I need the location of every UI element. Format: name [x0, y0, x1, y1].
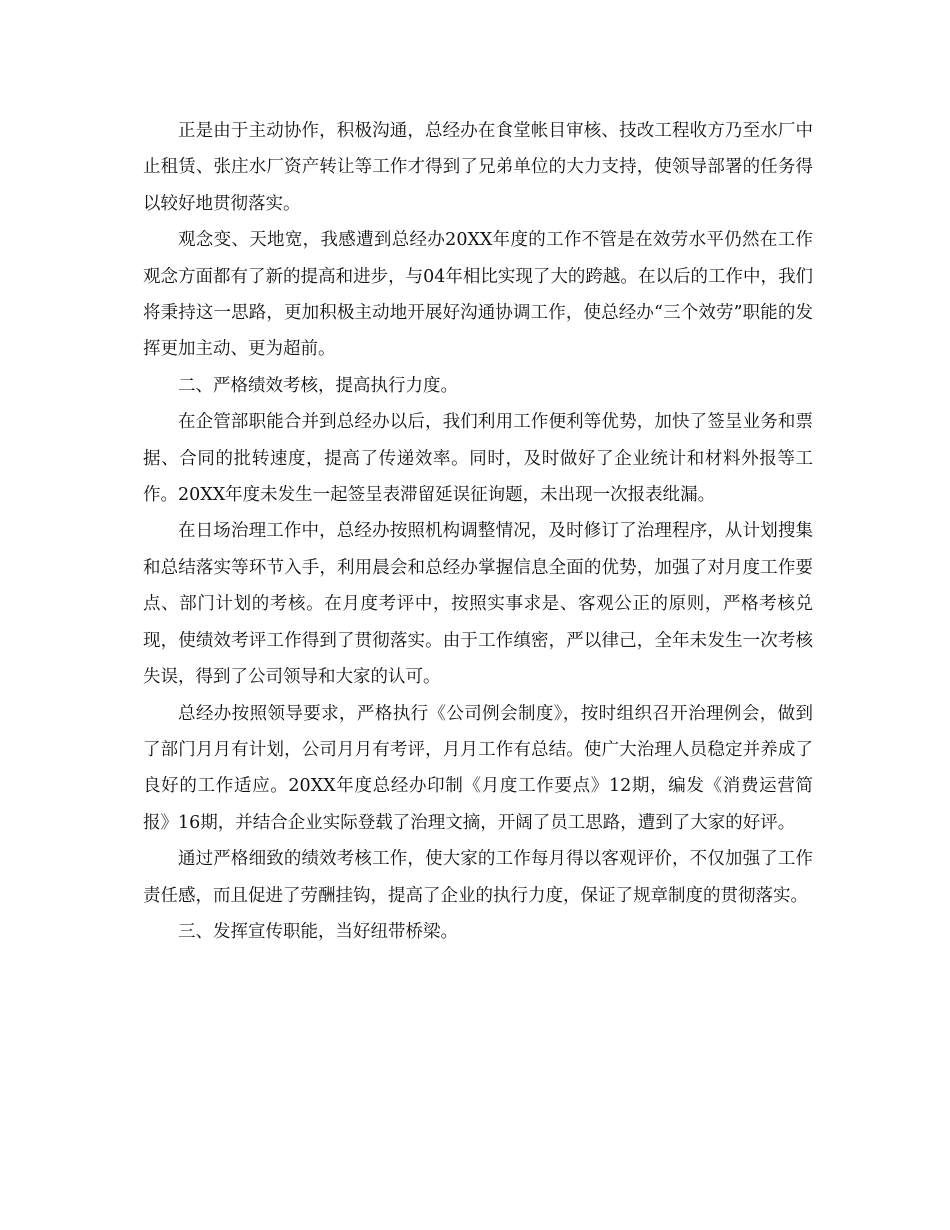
section-heading: 二、严格绩效考核，提高执行力度。: [178, 375, 458, 396]
paragraph: 通过严格细致的绩效考核工作，使大家的工作每月得以客观评价，不仅加强了工作责任感，而且促进了劳酬挂钩，提高了企业的执行力度，保证了规章制度的贯彻落实。: [143, 849, 813, 906]
document-body: [143, 113, 813, 950]
paragraph: 在日场治理工作中，总经办按照机构调整情况，及时修订了治理程序，从计划搜集和总结落实等环节入手，利用晨会和总经办掌握信息全面的优势，加强了对月度工作要点、部门计划的考核。在月度考评中，按照实事求是、客观公正的原则，严格考核兑现，使绩效考评工作得到了贯彻落实。由于工作缜密，严以律己，全年未发生一次考核失误，得到了公司领导和大家的认可。: [143, 521, 813, 688]
section-heading: 三、发挥宣传职能，当好纽带桥梁。: [178, 921, 458, 942]
paragraph: 总经办按照领导要求，严格执行《公司例会制度》，按时组织召开治理例会，做到了部门月月有计划，公司月月有考评，月月工作有总结。使广大治理人员稳定并养成了良好的工作适应。20XX年度总经办印制《月度工作要点》12期，编发《消费运营简报》16期，并结合企业实际登载了治理文摘，开阔了员工思路，遭到了大家的好评。: [143, 703, 813, 833]
paragraph: 观念变、天地宽，我感遭到总经办20XX年度的工作不管是在效劳水平仍然在工作观念方面都有了新的提高和进步，与04年相比实现了大的跨越。在以后的工作中，我们将秉持这一思路，更加积极主动地开展好沟通协调工作，使总经办“三个效劳”职能的发挥更加主动、更为超前。: [143, 230, 813, 360]
paragraph: 在企管部职能合并到总经办以后，我们利用工作便利等优势，加快了签呈业务和票据、合同的批转速度，提高了传递效率。同时，及时做好了企业统计和材料外报等工作。20XX年度未发生一起签呈表滞留延误征询题，未出现一次报表纰漏。: [143, 412, 813, 506]
paragraph: 正是由于主动协作，积极沟通，总经办在食堂帐目审核、技改工程收方乃至水厂中止租赁、张庄水厂资产转让等工作才得到了兄弟单位的大力支持，使领导部署的任务得以较好地贯彻落实。: [143, 121, 813, 214]
